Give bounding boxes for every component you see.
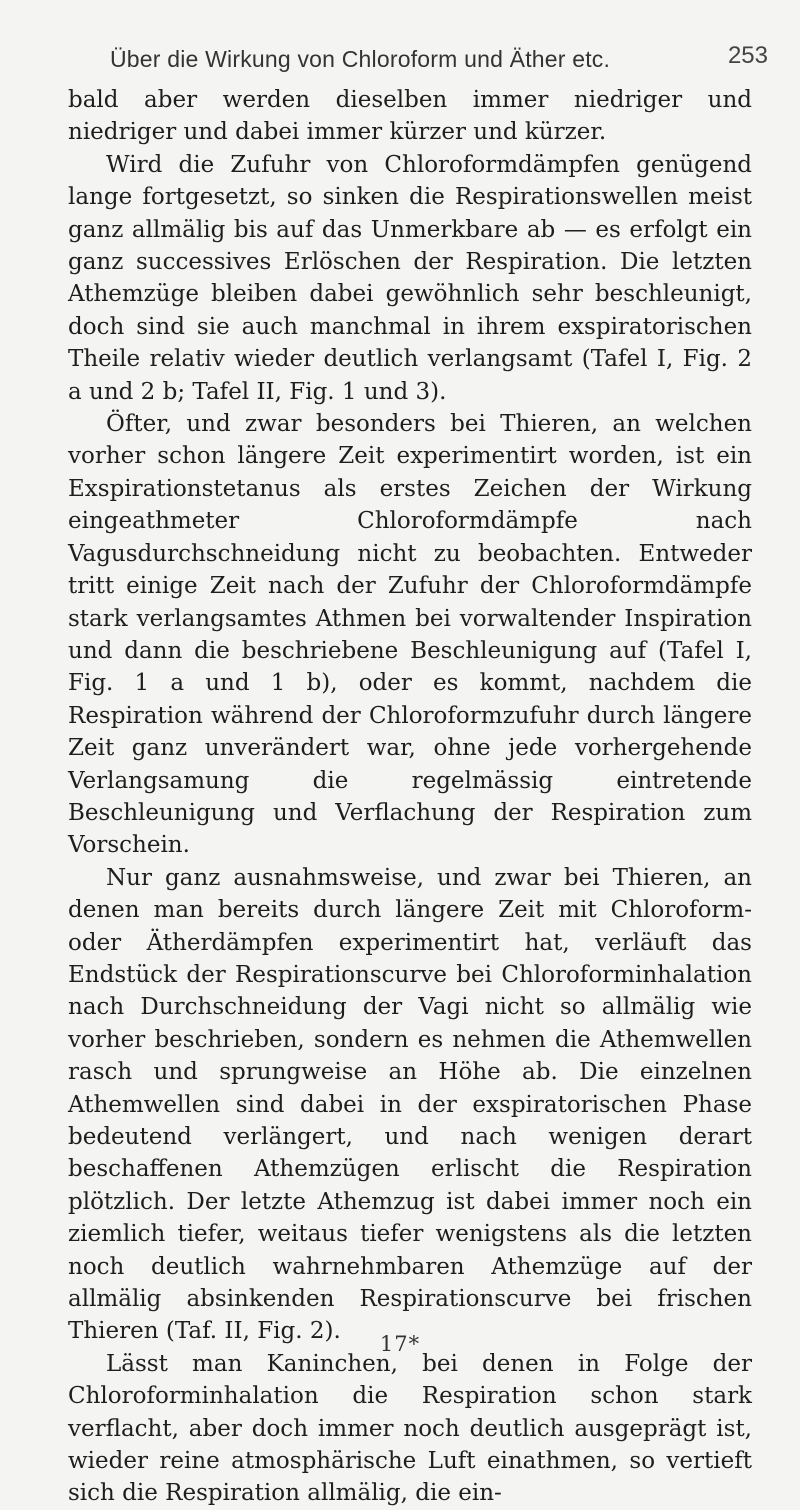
- running-header: [110, 42, 800, 76]
- paragraph-5: Lässt man Kaninchen, bei denen in Folge der Chloroforminhalation die Respiration schon stark verflacht, aber doch immer noch deutlich ausgeprägt ist, wieder reine atmosphärische Luft einathmen, so vertieft sich die Respiration allmälig, die ein-: [68, 1350, 752, 1507]
- page-number: 253: [727, 42, 768, 69]
- paragraph-2: Wird die Zufuhr von Chloroformdämpfen genügend lange fortgesetzt, so sinken die Respirationswellen meist ganz allmälig bis auf das Unmerkbare ab — es erfolgt ein ganz successives Erlöschen der Respiration. Die letzten Athemzüge bleiben dabei gewöhnlich sehr beschleunigt, doch sind sie auch manchmal in ihrem exspiratorischen Theile relativ wieder deutlich verlangsamt (Tafel I, Fig. 2 a und 2 b; Tafel II, Fig. 1 und 3).: [68, 151, 752, 405]
- paragraph-4: Nur ganz ausnahmsweise, und zwar bei Thieren, an denen man bereits durch längere Zeit mit Chloroform- oder Ätherdämpfen experimentirt hat, verläuft das Endstück der Respirationscurve bei Chloroforminhalation nach Durchschneidung der Vagi nicht so allmälig wie vorher beschrieben, sondern es nehmen die Athemwellen rasch und sprungweise an Höhe ab. Die einzelnen Athemwellen sind dabei in der exspiratorischen Phase bedeutend verlängert, und nach wenigen derart beschaffenen Athemzügen erlischt die Respiration plötzlich. Der letzte Athemzug ist dabei immer noch ein ziemlich tiefer, weitaus tiefer wenigstens als die letzten noch deutlich wahrnehmbaren Athemzüge auf der allmälig absinkenden Respirationscurve bei frischen Thieren (Taf. II, Fig. 2).: [68, 864, 752, 1345]
- signature-mark: 17*: [379, 1332, 421, 1356]
- running-title: Über die Wirkung von Chloroform und Äther etc.: [110, 46, 611, 72]
- paragraph-1: bald aber werden dieselben immer niedriger und niedriger und dabei immer kürzer und kürzer.: [68, 87, 752, 146]
- body-text: [68, 84, 752, 1510]
- paragraph-3: Öfter, und zwar besonders bei Thieren, an welchen vorher schon längere Zeit experimentirt worden, ist ein Exspirationstetanus als erstes Zeichen der Wirkung eingeathmeter Chloroformdämpfe nach Vagusdurchschneidung nicht zu beobachten. Entweder tritt einige Zeit nach der Zufuhr der Chloroformdämpfe stark verlangsamtes Athmen bei vorwaltender Inspiration und dann die beschriebene Beschleunigung auf (Tafel I, Fig. 1 a und 1 b), oder es kommt, nachdem die Respiration während der Chloroformzufuhr durch längere Zeit ganz unverändert war, ohne jede vorhergehende Verlangsamung die regelmässig eintretende Beschleunigung und Verflachung der Respiration zum Vorschein.: [68, 411, 752, 859]
